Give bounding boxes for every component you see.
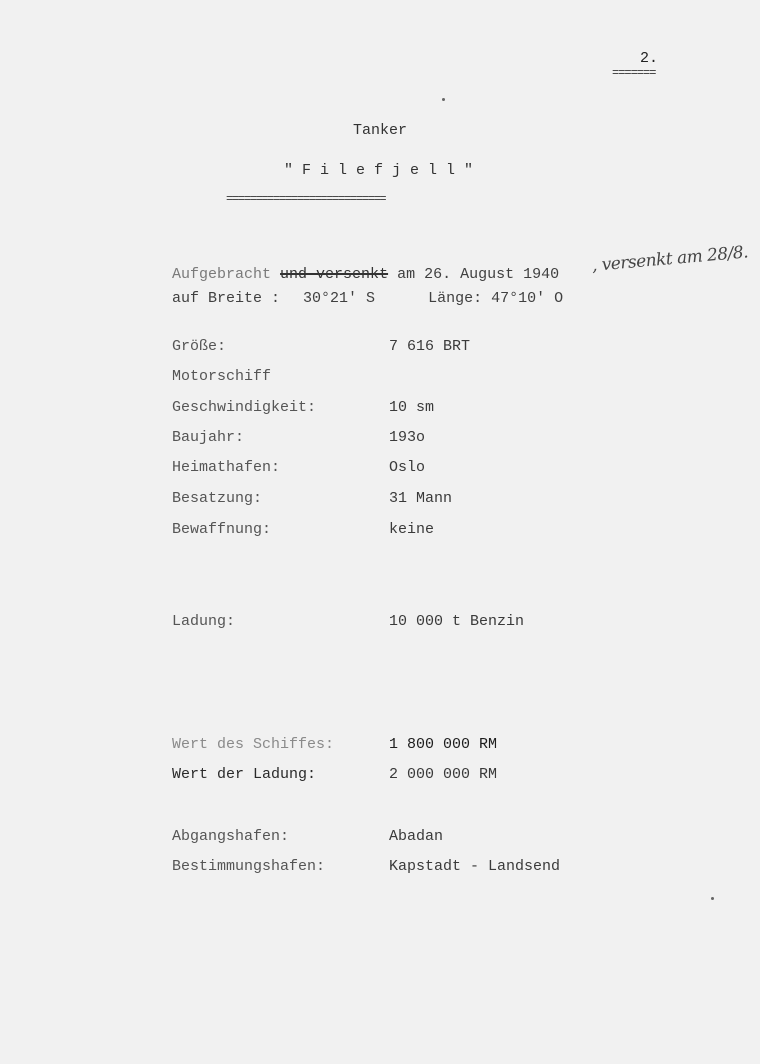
port-label: Abgangshafen: bbox=[172, 828, 290, 845]
latitude-value: 30°21' S bbox=[303, 290, 376, 307]
detail-value: keine bbox=[389, 521, 435, 538]
detail-label: Größe: bbox=[172, 338, 227, 355]
value-label: Wert der Ladung: bbox=[172, 766, 317, 783]
port-value: Kapstadt - Landsend bbox=[389, 858, 561, 875]
ship-name: "Filefjell" bbox=[283, 162, 483, 179]
value-label: Wert des Schiffes: bbox=[172, 736, 335, 753]
detail-label: Besatzung: bbox=[172, 490, 263, 507]
detail-label: Geschwindigkeit: bbox=[172, 399, 317, 416]
paper-speck bbox=[711, 897, 714, 900]
detail-value: 10 sm bbox=[389, 399, 435, 416]
detail-value: 31 Mann bbox=[389, 490, 453, 507]
page-number: 2. bbox=[640, 50, 659, 67]
document-title: Tanker bbox=[352, 122, 407, 139]
paper-speck bbox=[442, 98, 445, 101]
capture-date: am 26. August 1940 bbox=[397, 266, 560, 283]
cargo-label: Ladung: bbox=[172, 613, 236, 630]
position-line bbox=[172, 290, 563, 307]
detail-value: 193o bbox=[389, 429, 426, 446]
latitude-label: auf Breite : bbox=[172, 290, 281, 307]
page-number-underline: ======= bbox=[612, 66, 656, 80]
detail-label: Heimathafen: bbox=[172, 459, 281, 476]
detail-label: Motorschiff bbox=[172, 368, 272, 385]
detail-label: Baujahr: bbox=[172, 429, 245, 446]
detail-value: 7 616 BRT bbox=[389, 338, 471, 355]
capture-line bbox=[172, 266, 559, 283]
title-underline: =========================== bbox=[226, 192, 386, 206]
capture-struck-text: und versenkt bbox=[280, 266, 389, 283]
detail-value: Oslo bbox=[389, 459, 426, 476]
cargo-value: 10 000 t Benzin bbox=[389, 613, 525, 630]
port-label: Bestimmungshafen: bbox=[172, 858, 326, 875]
value-amount: 2 000 000 RM bbox=[389, 766, 498, 783]
capture-prefix: Aufgebracht bbox=[172, 266, 272, 283]
value-amount: 1 800 000 RM bbox=[389, 736, 498, 753]
detail-label: Bewaffnung: bbox=[172, 521, 272, 538]
longitude-value: 47°10' O bbox=[491, 290, 564, 307]
handwritten-note: , versenkt am 28/8. bbox=[591, 242, 749, 276]
port-value: Abadan bbox=[389, 828, 444, 845]
longitude-label: Länge: bbox=[428, 290, 483, 307]
